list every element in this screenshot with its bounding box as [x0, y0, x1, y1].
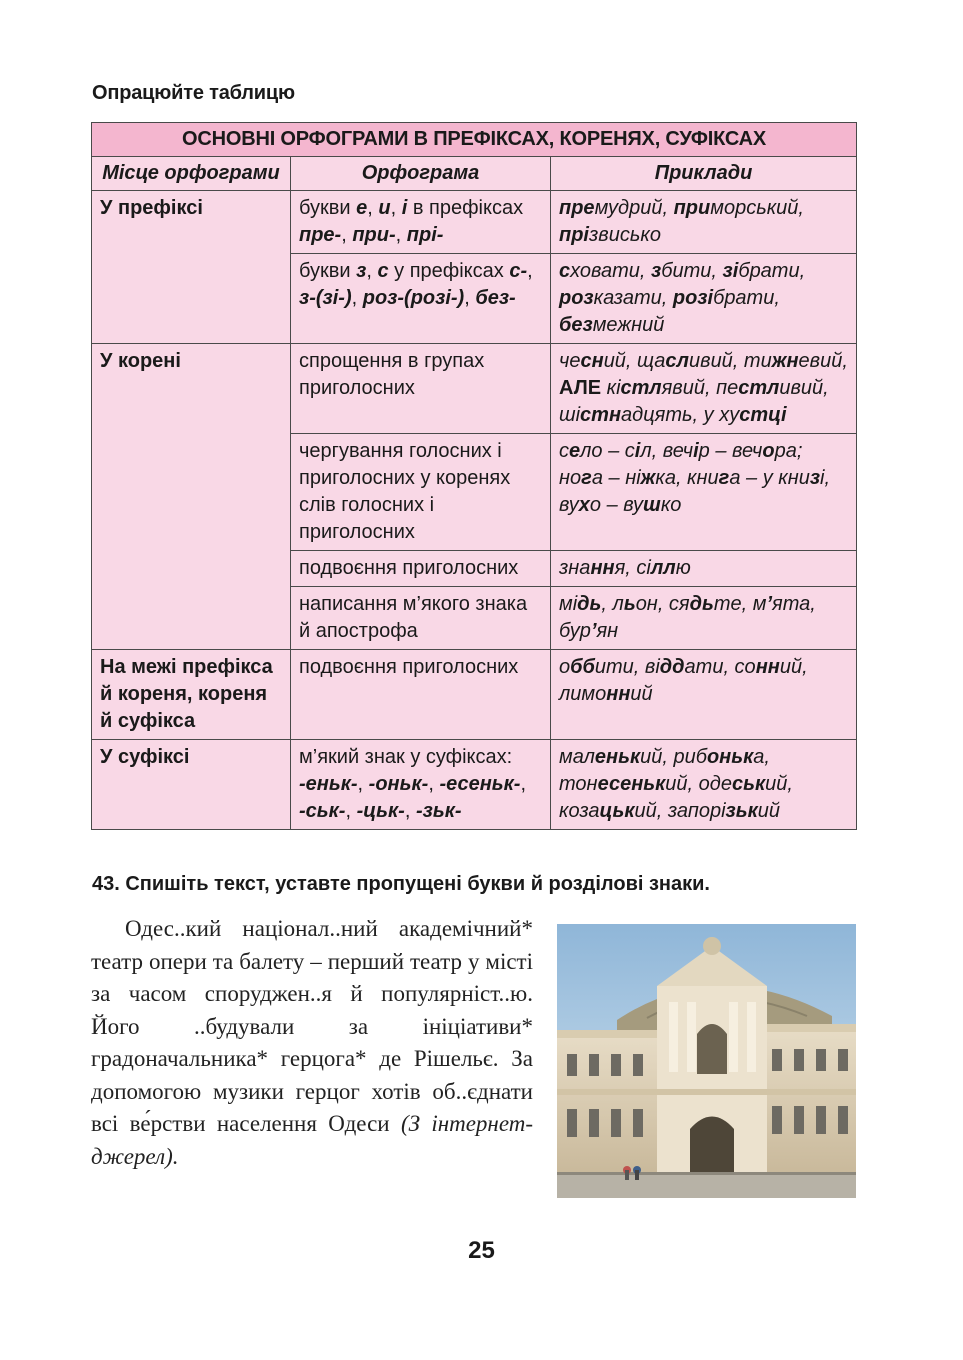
text-run: і — [401, 197, 408, 219]
text-run: ий, лимо — [559, 656, 808, 705]
text-run: ’ — [590, 620, 597, 642]
text-run: ь — [623, 593, 636, 615]
text-run: ж — [640, 467, 656, 489]
text-run: прі- — [406, 224, 444, 246]
text-run: роз-(розі-) — [362, 287, 465, 309]
text-run: стл — [738, 377, 780, 399]
text-run: , — [395, 224, 407, 246]
text-run: , — [464, 287, 476, 309]
orthogram-rule — [291, 551, 551, 587]
text-run: казати, — [593, 287, 673, 309]
orthogram-place: У суфіксі — [92, 740, 291, 830]
orthogram-rule — [291, 344, 551, 434]
text-run: нн — [590, 557, 615, 579]
orthogram-examples — [551, 587, 857, 650]
text-run: о — [762, 440, 775, 462]
text-run: м’який знак у суфіксах: — [299, 746, 513, 768]
orthogram-examples — [551, 344, 857, 434]
text-run: сл — [665, 350, 689, 372]
text-run: ко — [660, 494, 682, 516]
text-run: адцять, у ху — [621, 404, 740, 426]
text-run: роз — [559, 287, 594, 309]
text-run: , — [428, 773, 440, 795]
text-run: ий — [757, 800, 780, 822]
table-row — [92, 650, 857, 740]
text-run: мудрий, — [594, 197, 674, 219]
text-run: подвоєння приголосних — [299, 557, 519, 579]
orthogram-place: У префіксі — [92, 191, 291, 344]
text-run: цьк — [599, 800, 635, 822]
text-run: написання м’якого знака й апострофа — [299, 593, 528, 642]
text-run: зі — [722, 260, 739, 282]
text-run: о — [559, 656, 571, 678]
text-run: и — [378, 197, 391, 219]
text-run: брати, — [738, 260, 806, 282]
text-run: у префіксах — [388, 260, 510, 282]
text-run: ш — [643, 494, 661, 516]
text-run: г — [718, 467, 730, 489]
text-run: стл — [620, 377, 662, 399]
text-run: мі — [559, 593, 578, 615]
text-run: без — [559, 314, 593, 336]
text-run: бб — [570, 656, 595, 678]
orthogram-rule — [291, 740, 551, 830]
orthogram-examples — [551, 191, 857, 254]
text-run: жн — [771, 350, 799, 372]
text-run: зна — [559, 557, 591, 579]
text-run: -есеньк- — [439, 773, 521, 795]
text-run: те, м — [713, 593, 767, 615]
text-run: о – ву — [589, 494, 644, 516]
text-run: ий, риб — [640, 746, 707, 768]
text-run: стн — [580, 404, 622, 426]
text-run: подвоєння приголосних — [299, 656, 519, 678]
column-header-examples: Приклади — [551, 157, 857, 191]
passage-source: (З інтернет-джерел). — [91, 1111, 534, 1169]
text-run: еньк — [594, 746, 641, 768]
text-run: з — [356, 260, 367, 282]
text-run: ивий, ти — [689, 350, 772, 372]
orthogram-rule — [291, 650, 551, 740]
text-run: нн — [755, 656, 780, 678]
text-run: бити, — [661, 260, 723, 282]
text-run: ло – с — [580, 440, 635, 462]
table-title: ОСНОВНІ ОРФОГРАМИ В ПРЕФІКСАХ, КОРЕНЯХ, СУФІКСАХ — [92, 123, 857, 157]
text-run: ий, запорі — [634, 800, 726, 822]
orthogram-rule — [291, 434, 551, 551]
text-run: , — [351, 287, 363, 309]
text-run: ськ — [731, 773, 766, 795]
text-run: а – у кни — [729, 467, 810, 489]
text-run: букви — [299, 260, 357, 282]
text-run: л, веч — [640, 440, 694, 462]
exercise-instruction: 43. Спишіть текст, уставте пропущені букви й розділові знаки. — [92, 873, 710, 895]
text-run: -оньк- — [368, 773, 429, 795]
text-run: без- — [475, 287, 516, 309]
text-run: , — [404, 800, 416, 822]
text-run: , — [341, 224, 353, 246]
orthogram-examples — [551, 551, 857, 587]
exercise-text — [91, 913, 533, 1173]
text-run: явий, пе — [661, 377, 739, 399]
text-run: с — [559, 260, 571, 282]
text-run: нн — [606, 683, 631, 705]
text-run: ра; но — [559, 440, 803, 489]
text-run: я, сі — [614, 557, 651, 579]
text-run: он, ся — [635, 593, 690, 615]
orthogram-table — [91, 122, 857, 830]
text-run: р – веч — [698, 440, 763, 462]
text-run: , — [390, 197, 402, 219]
text-run: г — [581, 467, 592, 489]
text-run: , — [527, 260, 533, 282]
text-run: і — [634, 440, 641, 462]
orthogram-examples — [551, 650, 857, 740]
text-run: -зьк- — [415, 800, 462, 822]
orthogram-place: На межі префікса й кореня, кореня й суфікса — [92, 650, 291, 740]
text-run: ий, ща — [603, 350, 666, 372]
page-number: 25 — [468, 1237, 495, 1264]
text-run: сн — [580, 350, 604, 372]
text-run: а – ні — [591, 467, 641, 489]
text-run: при- — [352, 224, 396, 246]
text-run: ю — [675, 557, 691, 579]
text-run: мал — [559, 746, 595, 768]
text-run: букви — [299, 197, 357, 219]
text-run: кі — [601, 377, 621, 399]
text-run: з-(зі-) — [299, 287, 352, 309]
text-run: , — [520, 773, 527, 795]
text-run: ята, бур — [559, 593, 816, 642]
text-run: с — [559, 440, 569, 462]
text-run: пре — [559, 197, 595, 219]
text-run: дд — [659, 656, 685, 678]
text-run: ий, коза — [559, 773, 793, 822]
table-row — [92, 344, 857, 434]
text-run: есеньк — [597, 773, 666, 795]
table-body — [92, 191, 857, 830]
text-run: спрощення в групах приголосних — [299, 350, 485, 399]
text-run: дь — [577, 593, 602, 615]
odesa-opera-theatre-photo — [557, 924, 856, 1198]
orthogram-examples — [551, 740, 857, 830]
column-header-orthogram: Орфограма — [291, 157, 551, 191]
text-run: ховати, — [570, 260, 652, 282]
section-heading: Опрацюйте таблицю — [92, 82, 295, 104]
text-run: х — [578, 494, 590, 516]
text-run: с — [377, 260, 389, 282]
text-run: ий — [630, 683, 653, 705]
text-run: стці — [739, 404, 787, 426]
text-run: ити, ві — [594, 656, 660, 678]
text-run: дь — [689, 593, 714, 615]
text-run: е — [569, 440, 581, 462]
text-run: ’ — [766, 593, 773, 615]
text-run: ати, со — [684, 656, 756, 678]
text-run: , — [367, 197, 379, 219]
text-run: АЛЕ — [559, 377, 602, 399]
text-run: , — [345, 800, 357, 822]
text-run: а, тон — [559, 746, 770, 795]
text-run: в префіксах — [407, 197, 524, 219]
text-run: при — [673, 197, 711, 219]
text-run: звисько — [589, 224, 661, 246]
text-run: з — [809, 467, 821, 489]
text-run: ян — [596, 620, 619, 642]
orthogram-rule — [291, 587, 551, 650]
text-run: і, ву — [559, 467, 831, 516]
orthogram-examples — [551, 434, 857, 551]
text-run: морський, — [710, 197, 804, 219]
table-row — [92, 191, 857, 254]
text-run: зьк — [725, 800, 758, 822]
text-run: і — [693, 440, 699, 462]
text-run: -цьк- — [356, 800, 405, 822]
orthogram-rule — [291, 191, 551, 254]
orthogram-rule — [291, 254, 551, 344]
text-run: ивий, ші — [559, 377, 829, 426]
orthogram-examples — [551, 254, 857, 344]
text-run: оньк — [706, 746, 754, 768]
text-run: е — [356, 197, 368, 219]
text-run: евий, — [798, 350, 848, 372]
text-run: чергування голосних і приголосних у коренях слів голосних і приголосних — [299, 440, 511, 543]
text-run: брати, — [713, 287, 780, 309]
text-run: , л — [601, 593, 624, 615]
passage-body: Одес..кий націонал..ний академічний* театр опери та балету – перший театр у місті за часом споруджен..я й популярніст..ю. Його ..будували за ініціативи* градоначальника* герцога* де Рішельє. За допомогою музики герцог хотів об..єднати всі ве́рстви населення Одеси — [91, 916, 533, 1136]
text-run: с- — [509, 260, 528, 282]
text-run: , — [366, 260, 378, 282]
text-run: ка, кни — [655, 467, 719, 489]
text-run: з — [651, 260, 662, 282]
text-run: розі — [672, 287, 714, 309]
text-run: межний — [592, 314, 665, 336]
text-run: че — [559, 350, 581, 372]
table-row — [92, 740, 857, 830]
text-run: прі — [559, 224, 589, 246]
text-run: -еньк- — [299, 773, 358, 795]
orthogram-place: У корені — [92, 344, 291, 650]
text-run: , — [357, 773, 369, 795]
text-run: лл — [650, 557, 676, 579]
text-run: -ськ- — [299, 800, 346, 822]
text-run: пре- — [299, 224, 342, 246]
text-run: ий, оде — [665, 773, 732, 795]
column-header-place: Місце орфограми — [92, 157, 291, 191]
